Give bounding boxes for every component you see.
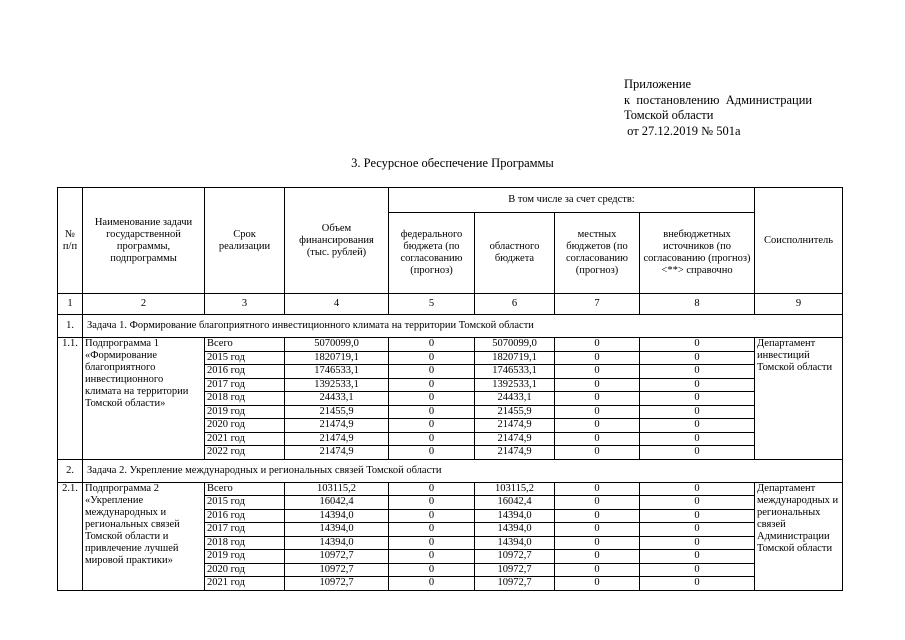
- federal-cell: 0: [389, 378, 475, 392]
- local-cell: 0: [555, 446, 640, 460]
- regional-cell: 21474,9: [475, 419, 555, 433]
- federal-cell: 0: [389, 446, 475, 460]
- regional-cell: 1392533,1: [475, 378, 555, 392]
- period-cell: 2022 год: [205, 446, 285, 460]
- volume-cell: 21455,9: [285, 405, 389, 419]
- local-cell: 0: [555, 482, 640, 496]
- offbudget-cell: 0: [640, 577, 755, 591]
- header-coexec: Соисполнитель: [755, 188, 843, 294]
- subprogram-number: 2.1.: [58, 482, 83, 590]
- column-number-row: [58, 294, 843, 315]
- period-cell: 2019 год: [205, 405, 285, 419]
- regional-cell: 21474,9: [475, 432, 555, 446]
- column-number: 7: [555, 294, 640, 315]
- appendix-line: Томской области: [624, 108, 714, 122]
- volume-cell: 5070099,0: [285, 338, 389, 352]
- period-cell: 2021 год: [205, 432, 285, 446]
- period-cell: 2019 год: [205, 550, 285, 564]
- offbudget-cell: 0: [640, 365, 755, 379]
- task-number: 2.: [58, 459, 83, 482]
- offbudget-cell: 0: [640, 509, 755, 523]
- volume-cell: 14394,0: [285, 523, 389, 537]
- regional-cell: 103115,2: [475, 482, 555, 496]
- volume-cell: 16042,4: [285, 496, 389, 510]
- volume-cell: 1820719,1: [285, 351, 389, 365]
- coexecutor: Департамент международных и региональных связей Администрации Томской области: [755, 482, 843, 590]
- federal-cell: 0: [389, 550, 475, 564]
- federal-cell: 0: [389, 405, 475, 419]
- federal-cell: 0: [389, 563, 475, 577]
- period-cell: 2017 год: [205, 523, 285, 537]
- header-offbudget: внебюджетных источников (по согласованию (прогноз) <**> справочно: [640, 213, 755, 294]
- resource-table: [57, 187, 843, 591]
- offbudget-cell: 0: [640, 536, 755, 550]
- volume-cell: 24433,1: [285, 392, 389, 406]
- regional-cell: 1820719,1: [475, 351, 555, 365]
- task-title: Задача 2. Укрепление международных и региональных связей Томской области: [83, 459, 843, 482]
- volume-cell: 21474,9: [285, 446, 389, 460]
- federal-cell: 0: [389, 392, 475, 406]
- appendix-line: от 27.12.2019 № 501а: [624, 123, 741, 138]
- regional-cell: 14394,0: [475, 536, 555, 550]
- task-row: [58, 315, 843, 338]
- offbudget-cell: 0: [640, 550, 755, 564]
- regional-cell: 21474,9: [475, 446, 555, 460]
- regional-cell: 21455,9: [475, 405, 555, 419]
- federal-cell: 0: [389, 338, 475, 352]
- header-federal: федерального бюджета (по согласованию (прогноз): [389, 213, 475, 294]
- local-cell: 0: [555, 419, 640, 433]
- appendix-block: [624, 77, 812, 139]
- period-cell: 2018 год: [205, 536, 285, 550]
- federal-cell: 0: [389, 523, 475, 537]
- period-cell: 2016 год: [205, 365, 285, 379]
- header-volume: Объем финансирования (тыс. рублей): [285, 188, 389, 294]
- volume-cell: 1392533,1: [285, 378, 389, 392]
- local-cell: 0: [555, 378, 640, 392]
- offbudget-cell: 0: [640, 563, 755, 577]
- local-cell: 0: [555, 405, 640, 419]
- header-name: Наименование задачи государственной программы, подпрограммы: [83, 188, 205, 294]
- local-cell: 0: [555, 550, 640, 564]
- regional-cell: 10972,7: [475, 550, 555, 564]
- column-number: 4: [285, 294, 389, 315]
- subprogram-number: 1.1.: [58, 338, 83, 460]
- header-regional: областного бюджета: [475, 213, 555, 294]
- period-cell: 2018 год: [205, 392, 285, 406]
- offbudget-cell: 0: [640, 523, 755, 537]
- regional-cell: 14394,0: [475, 523, 555, 537]
- period-cell: 2020 год: [205, 419, 285, 433]
- column-number: 1: [58, 294, 83, 315]
- federal-cell: 0: [389, 482, 475, 496]
- subprogram-name: Подпрограмма 1 «Формирование благоприятного инвестиционного климата на территории Томской области»: [83, 338, 205, 460]
- regional-cell: 10972,7: [475, 563, 555, 577]
- volume-cell: 103115,2: [285, 482, 389, 496]
- column-number: 5: [389, 294, 475, 315]
- period-cell: 2016 год: [205, 509, 285, 523]
- volume-cell: 10972,7: [285, 563, 389, 577]
- task-title: Задача 1. Формирование благоприятного инвестиционного климата на территории Томской области: [83, 315, 843, 338]
- period-cell: 2015 год: [205, 496, 285, 510]
- section-title: 3. Ресурсное обеспечение Программы: [351, 156, 554, 170]
- volume-cell: 10972,7: [285, 550, 389, 564]
- subprogram-name: Подпрограмма 2 «Укрепление международных и региональных связей Томской области и привлечение лучшей мировой практики»: [83, 482, 205, 590]
- column-number: 9: [755, 294, 843, 315]
- task-row: [58, 459, 843, 482]
- regional-cell: 16042,4: [475, 496, 555, 510]
- offbudget-cell: 0: [640, 419, 755, 433]
- local-cell: 0: [555, 563, 640, 577]
- local-cell: 0: [555, 392, 640, 406]
- offbudget-cell: 0: [640, 378, 755, 392]
- offbudget-cell: 0: [640, 405, 755, 419]
- regional-cell: 24433,1: [475, 392, 555, 406]
- period-cell: 2015 год: [205, 351, 285, 365]
- local-cell: 0: [555, 338, 640, 352]
- regional-cell: 5070099,0: [475, 338, 555, 352]
- column-number: 6: [475, 294, 555, 315]
- volume-cell: 14394,0: [285, 536, 389, 550]
- period-cell: Всего: [205, 338, 285, 352]
- table-row: [58, 338, 843, 352]
- local-cell: 0: [555, 496, 640, 510]
- period-cell: 2021 год: [205, 577, 285, 591]
- volume-cell: 14394,0: [285, 509, 389, 523]
- header-num: № п/п: [58, 188, 83, 294]
- regional-cell: 1746533,1: [475, 365, 555, 379]
- offbudget-cell: 0: [640, 432, 755, 446]
- offbudget-cell: 0: [640, 482, 755, 496]
- local-cell: 0: [555, 432, 640, 446]
- column-number: 8: [640, 294, 755, 315]
- volume-cell: 21474,9: [285, 432, 389, 446]
- federal-cell: 0: [389, 365, 475, 379]
- federal-cell: 0: [389, 432, 475, 446]
- table-row: [58, 482, 843, 496]
- header-group: В том числе за счет средств:: [389, 188, 755, 213]
- appendix-line: к постановлению Администрации: [624, 92, 813, 107]
- federal-cell: 0: [389, 351, 475, 365]
- coexecutor: Департамент инвестиций Томской области: [755, 338, 843, 460]
- period-cell: Всего: [205, 482, 285, 496]
- local-cell: 0: [555, 365, 640, 379]
- task-number: 1.: [58, 315, 83, 338]
- local-cell: 0: [555, 509, 640, 523]
- local-cell: 0: [555, 351, 640, 365]
- period-cell: 2020 год: [205, 563, 285, 577]
- column-number: 3: [205, 294, 285, 315]
- offbudget-cell: 0: [640, 496, 755, 510]
- offbudget-cell: 0: [640, 338, 755, 352]
- column-number: 2: [83, 294, 205, 315]
- federal-cell: 0: [389, 577, 475, 591]
- volume-cell: 21474,9: [285, 419, 389, 433]
- volume-cell: 1746533,1: [285, 365, 389, 379]
- appendix-line: Приложение: [624, 77, 692, 91]
- regional-cell: 14394,0: [475, 509, 555, 523]
- federal-cell: 0: [389, 419, 475, 433]
- volume-cell: 10972,7: [285, 577, 389, 591]
- offbudget-cell: 0: [640, 392, 755, 406]
- federal-cell: 0: [389, 496, 475, 510]
- federal-cell: 0: [389, 536, 475, 550]
- header-term: Срок реализации: [205, 188, 285, 294]
- federal-cell: 0: [389, 509, 475, 523]
- offbudget-cell: 0: [640, 446, 755, 460]
- offbudget-cell: 0: [640, 351, 755, 365]
- regional-cell: 10972,7: [475, 577, 555, 591]
- period-cell: 2017 год: [205, 378, 285, 392]
- header-local: местных бюджетов (по согласованию (прогноз): [555, 213, 640, 294]
- local-cell: 0: [555, 577, 640, 591]
- local-cell: 0: [555, 523, 640, 537]
- local-cell: 0: [555, 536, 640, 550]
